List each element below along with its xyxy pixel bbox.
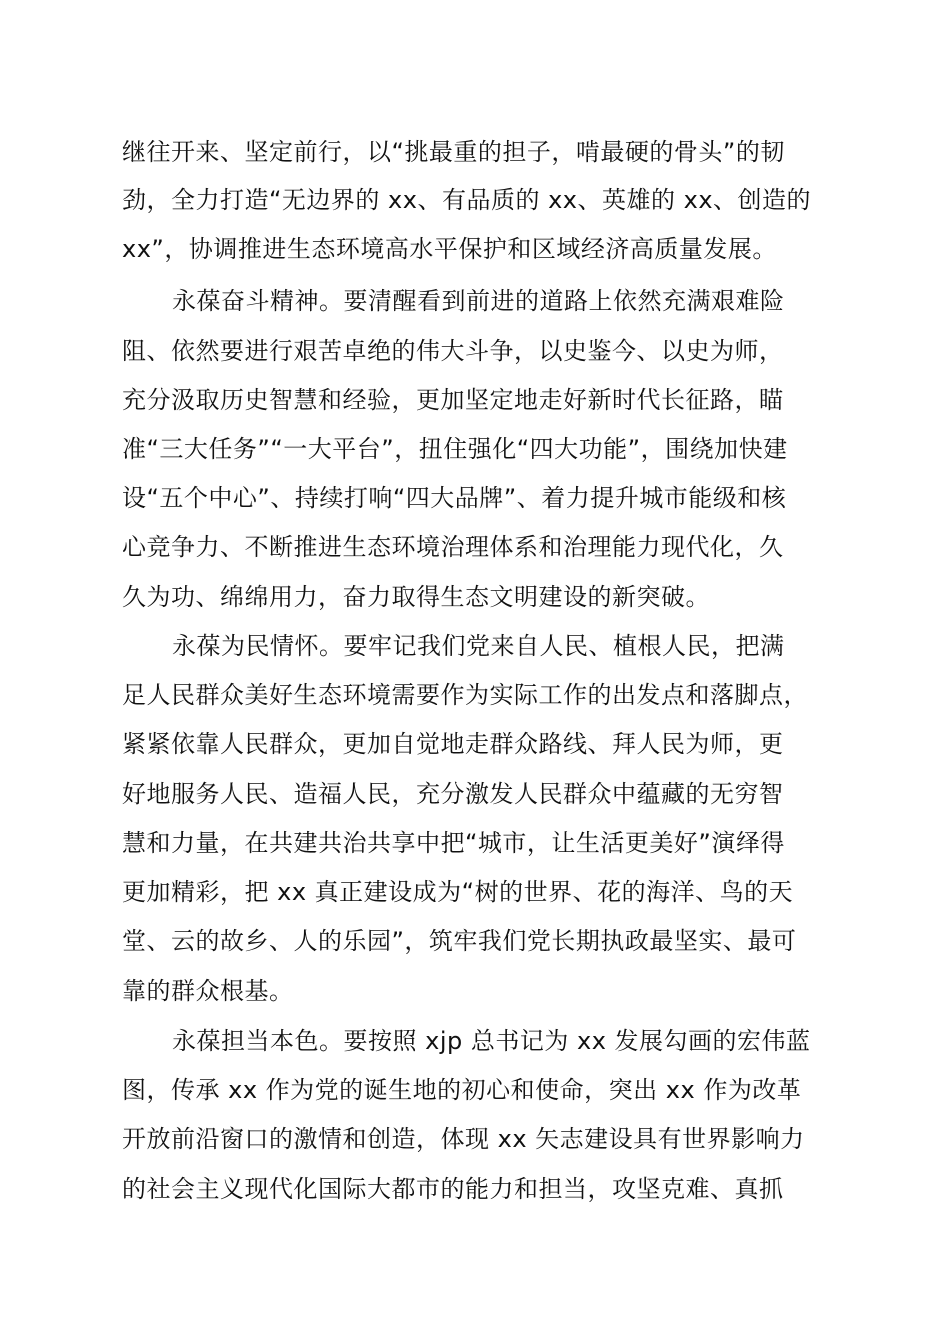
text-line: 的社会主义现代化国际大都市的能力和担当，攻坚克难、真抓	[122, 1175, 784, 1203]
text-line: 图，传承 xx 作为党的诞生地的初心和使命，突出 xx 作为改革	[122, 1076, 802, 1104]
text-line: 更加精彩，把 xx 真正建设成为“树的世界、花的海洋、鸟的天	[122, 878, 794, 906]
paragraph-start-line: 永葆为民情怀。要牢记我们党来自人民、植根人民，把满	[172, 632, 785, 660]
text-line: 设“五个中心”、持续打响“四大品牌”、着力提升城市能级和核	[122, 484, 787, 512]
text-line: xx”，协调推进生态环境高水平保护和区域经济高质量发展。	[122, 235, 777, 263]
text-line: 堂、云的故乡、人的乐园”，筑牢我们党长期执政最坚实、最可	[122, 927, 797, 955]
text-line: 靠的群众根基。	[122, 977, 294, 1005]
text-line: 继往开来、坚定前行，以“挑最重的担子，啃最硬的骨头”的韧	[122, 138, 785, 166]
text-line: 充分汲取历史智慧和经验，更加坚定地走好新时代长征路，瞄	[122, 386, 784, 414]
paragraph-start-line: 永葆担当本色。要按照 xjp 总书记为 xx 发展勾画的宏伟蓝	[172, 1027, 811, 1055]
text-line: 开放前沿窗口的激情和创造，体现 xx 矢志建设具有世界影响力	[122, 1125, 805, 1153]
text-line: 准“三大任务”“一大平台”，扭住强化“四大功能”，围绕加快建	[122, 435, 788, 463]
text-line: 阻、依然要进行艰苦卓绝的伟大斗争，以史鉴今、以史为师，	[122, 337, 784, 365]
text-line: 好地服务人民、造福人民，充分激发人民群众中蕴藏的无穷智	[122, 780, 784, 808]
text-line: 劲，全力打造“无边界的 xx、有品质的 xx、英雄的 xx、创造的	[122, 186, 812, 214]
text-line: 久为功、绵绵用力，奋力取得生态文明建设的新突破。	[122, 583, 710, 611]
text-line: 紧紧依靠人民群众，更加自觉地走群众路线、拜人民为师，更	[122, 730, 784, 758]
text-line: 慧和力量，在共建共治共享中把“城市，让生活更美好”演绎得	[122, 829, 785, 857]
text-line: 足人民群众美好生态环境需要作为实际工作的出发点和落脚点，	[122, 681, 808, 709]
paragraph-start-line: 永葆奋斗精神。要清醒看到前进的道路上依然充满艰难险	[172, 287, 785, 315]
text-line: 心竞争力、不断推进生态环境治理体系和治理能力现代化，久	[122, 533, 784, 561]
